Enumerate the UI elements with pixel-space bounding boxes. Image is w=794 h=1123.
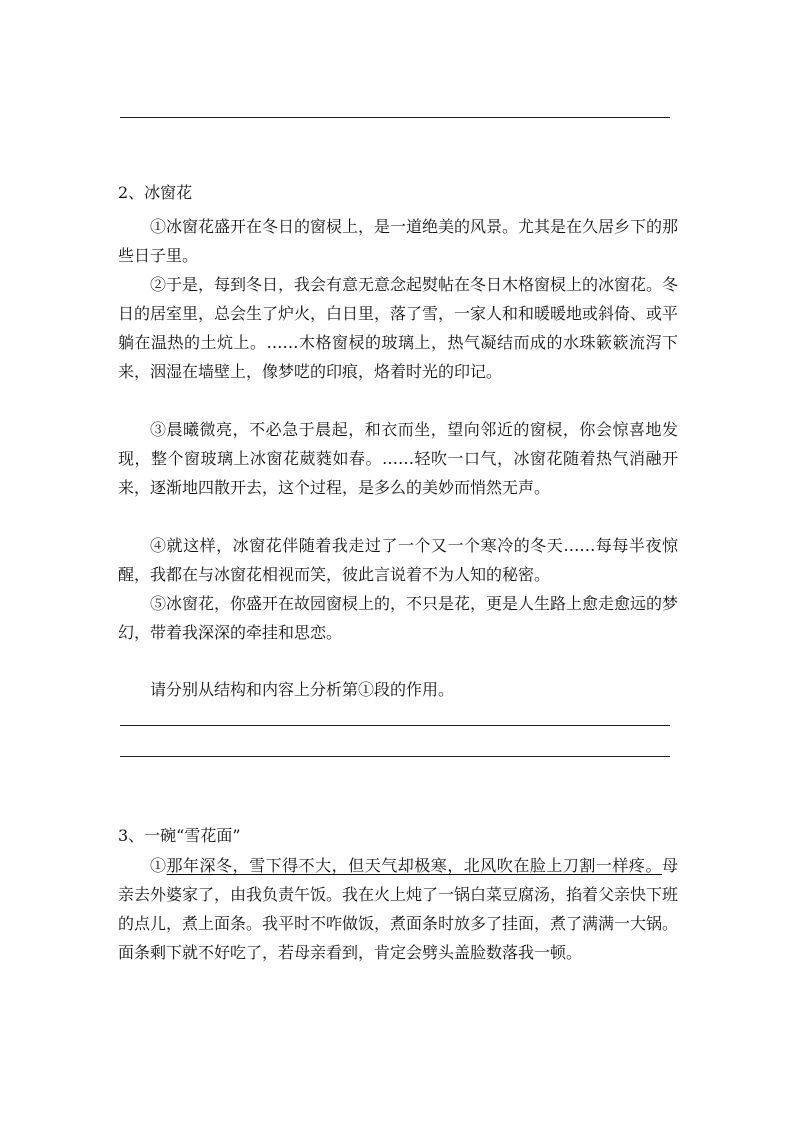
section-2-paragraph-5: ⑤冰窗花，你盛开在故园窗棂上的，不只是花，更是人生路上愈走愈远的梦幻，带着我深深的牵挂和思恋。 xyxy=(118,594,679,642)
section-2-heading: 2、冰窗花 xyxy=(118,183,193,202)
answer-line xyxy=(120,756,670,757)
section-2-paragraph-4: ④就这样，冰窗花伴随着我走过了一个又一个寒冷的冬天……每每半夜惊醒，我都在与冰窗花相视而笑，彼此言说着不为人知的秘密。 xyxy=(118,536,678,584)
paragraph-marker: ① xyxy=(150,856,167,875)
section-2-paragraph-2: ②于是，每到冬日，我会有意无意念起熨帖在冬日木格窗棂上的冰窗花。冬日的居室里，总会生了炉火，白日里，落了雪，一家人和和暖暖地或斜倚、或平躺在温热的土炕上。……木格窗棂的玻璃上，热气凝结而成的水珠簌簌流泻下来，洇湿在墙壁上，像梦呓的印痕，烙着时光的印记。 xyxy=(118,275,679,381)
answer-line xyxy=(120,725,670,726)
underlined-sentence: 那年深冬，雪下得不大，但天气却极寒，北风吹在脸上刀割一样疼。 xyxy=(166,856,662,875)
section-2-paragraph-1: ①冰窗花盛开在冬日的窗棂上，是一道绝美的风景。尤其是在久居乡下的那些日子里。 xyxy=(118,217,679,265)
paragraph-text: 母亲去外婆家了，由我负责午饭。我在火上炖了一锅白菜豆腐汤，掐着父亲快下班的点儿，煮上面条。我平时不咋做饭，煮面条时放多了挂面，煮了满满一大锅。面条剩下就不好吃了，若母亲看到，肯定会劈头盖脸数落我一顿。 xyxy=(118,856,679,962)
section-2-question: 请分别从结构和内容上分析第①段的作用。 xyxy=(150,680,455,699)
answer-line xyxy=(120,117,670,118)
section-3-heading: 3、一碗“雪花面” xyxy=(118,826,241,845)
section-2-paragraph-3: ③晨曦微亮，不必急于晨起，和衣而坐，望向邻近的窗棂，你会惊喜地发现，整个窗玻璃上冰窗花葳蕤如春。……轻吹一口气，冰窗花随着热气消融开来，逐渐地四散开去，这个过程，是多么的美妙而悄然无声。 xyxy=(118,420,678,497)
section-3-paragraph-1 xyxy=(118,851,678,967)
